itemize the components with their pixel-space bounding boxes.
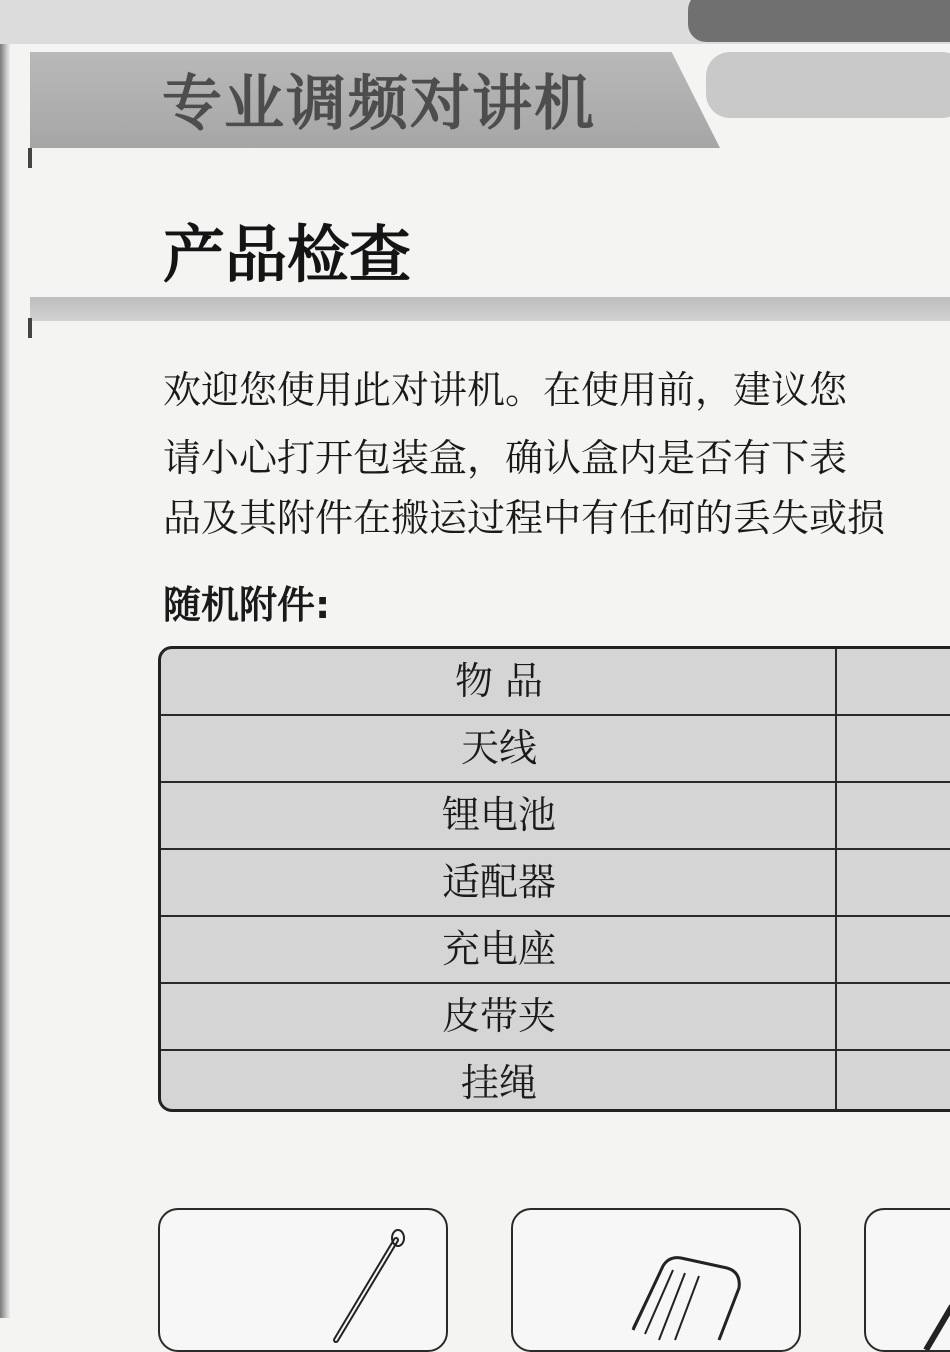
- header-dark-tab: [688, 0, 950, 42]
- intro-line: 品及其附件在搬运过程中有任何的丢失或损: [163, 496, 886, 540]
- table-row: [161, 850, 950, 917]
- table-header-cell: 物 品: [454, 659, 544, 703]
- table-row: [161, 783, 950, 850]
- table-row: [161, 1051, 950, 1112]
- table-cell: 充电座: [441, 927, 556, 971]
- adapter-icon: [866, 1210, 950, 1350]
- table-row: [161, 984, 950, 1051]
- illustration-box-battery: [511, 1208, 801, 1352]
- accessories-table: [158, 646, 950, 1112]
- table-row: [161, 917, 950, 984]
- table-cell: 天线: [460, 726, 537, 770]
- intro-line: 请小心打开包装盒，确认盒内是否有下表: [163, 436, 848, 480]
- antenna-icon: [160, 1210, 446, 1350]
- section-margin-mark: [28, 318, 32, 338]
- table-cell: 挂绳: [460, 1061, 537, 1105]
- table-row: [161, 716, 950, 783]
- table-cell: 适配器: [441, 860, 556, 904]
- table-header-row: [161, 649, 950, 716]
- section-divider-bar: [30, 297, 950, 321]
- table-column-divider: [835, 649, 837, 1112]
- table-cell: 锂电池: [441, 793, 556, 837]
- header-right-tab: [706, 52, 950, 118]
- section-title: 产品检查: [163, 218, 412, 291]
- accessories-title: 随机附件:: [163, 583, 331, 627]
- intro-line: 欢迎您使用此对讲机。在使用前，建议您: [163, 368, 848, 412]
- table-cell: 皮带夹: [441, 994, 556, 1038]
- header-title: 专业调频对讲机: [162, 69, 596, 139]
- battery-icon: [513, 1210, 799, 1350]
- illustration-box-antenna: [158, 1208, 448, 1352]
- illustration-box-adapter: [864, 1208, 950, 1352]
- header-margin-mark: [28, 148, 32, 168]
- page-binding-shadow: [0, 0, 10, 1318]
